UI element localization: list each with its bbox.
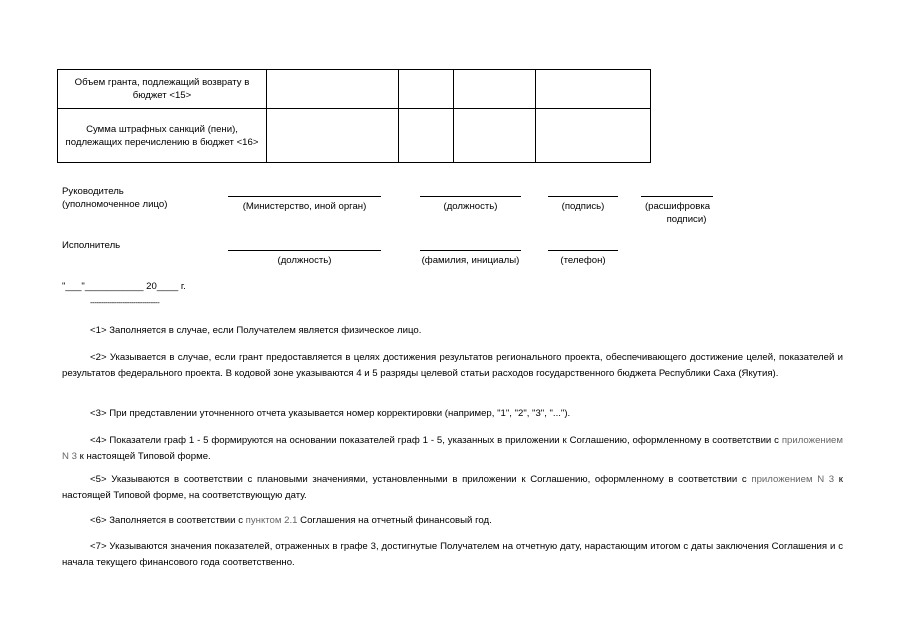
refund-table [57,69,651,163]
table-row-label: Объем гранта, подлежащий возврату в бюджет <15> [58,70,267,109]
head-label: Руководитель (уполномоченное лицо) [62,186,168,210]
appendix-3-link[interactable]: приложением N 3 [751,474,835,485]
signature-caption: (подпись) [561,201,605,212]
signature-line[interactable] [548,196,618,197]
appendix-3-link[interactable]: приложением N 3 [62,435,843,462]
executor-phone-caption: (телефон) [560,255,606,266]
table-row [58,109,651,163]
table-cell[interactable] [536,109,651,163]
ministry-line[interactable] [228,196,381,197]
table-cell[interactable] [536,70,651,109]
executor-label: Исполнитель [62,240,121,251]
decoding-line[interactable] [641,196,713,197]
footnote-7: <7> Указываются значения показателей, отраженных в графе 3, достигнутые Получателем на отчетную дату, нарастающим итогом с даты заключения Соглашения и с начала текущего финансового года соответственно. [62,541,843,568]
table-cell[interactable] [454,70,536,109]
date-line: "___"___________ 20____ г. [62,281,186,292]
ministry-caption: (Министерство, иной орган) [242,201,367,212]
executor-name-line[interactable] [420,250,521,251]
executor-position-caption: (должность) [277,255,332,266]
table-cell[interactable] [399,109,454,163]
table-row [58,70,651,109]
footnote-1: <1> Заполняется в случае, если Получателем является физическое лицо. [90,325,422,336]
position-caption: (должность) [443,201,498,212]
footnote-2: <2> Указывается в случае, если грант предоставляется в целях достижения результатов регионального проекта, обеспечивающего достижение целей, показателей и результатов федерального проекта. В кодовой зоне указываются 4 и 5 разряды целевой статьи расходов государственного бюджета Республики Саха (Якутия). [62,352,843,379]
table-cell[interactable] [454,109,536,163]
table-cell[interactable] [267,70,399,109]
position-line[interactable] [420,196,521,197]
footnote-separator: -------------------------------- [90,298,160,307]
footnote-4: <4> Показатели граф 1 - 5 формируются на основании показателей граф 1 - 5, указанных в приложении к Соглашению, оформленному в соответствии с приложением N 3 к настоящей Типовой форме. [62,435,843,462]
table-cell[interactable] [267,109,399,163]
footnote-3: <3> При представлении уточненного отчета указывается номер корректировки (например, "1", "2", "3", "..."). [90,408,571,419]
table-row-label: Сумма штрафных санкций (пени), подлежащих перечислению в бюджет <16> [58,109,267,163]
decoding-caption: (расшифровка подписи) [644,201,711,225]
clause-2-1-link[interactable]: пунктом 2.1 [245,515,298,526]
executor-name-caption: (фамилия, инициалы) [421,255,520,266]
executor-phone-line[interactable] [548,250,618,251]
table-cell[interactable] [399,70,454,109]
footnote-6: <6> Заполняется в соответствии с пунктом 2.1 Соглашения на отчетный финансовый год. [90,515,492,526]
footnote-5: <5> Указываются в соответствии с плановыми значениями, установленными в приложении к Соглашению, оформленному в соответствии с приложением N 3 к настоящей Типовой форме, на соответствующую дату. [62,474,844,501]
executor-position-line[interactable] [228,250,381,251]
